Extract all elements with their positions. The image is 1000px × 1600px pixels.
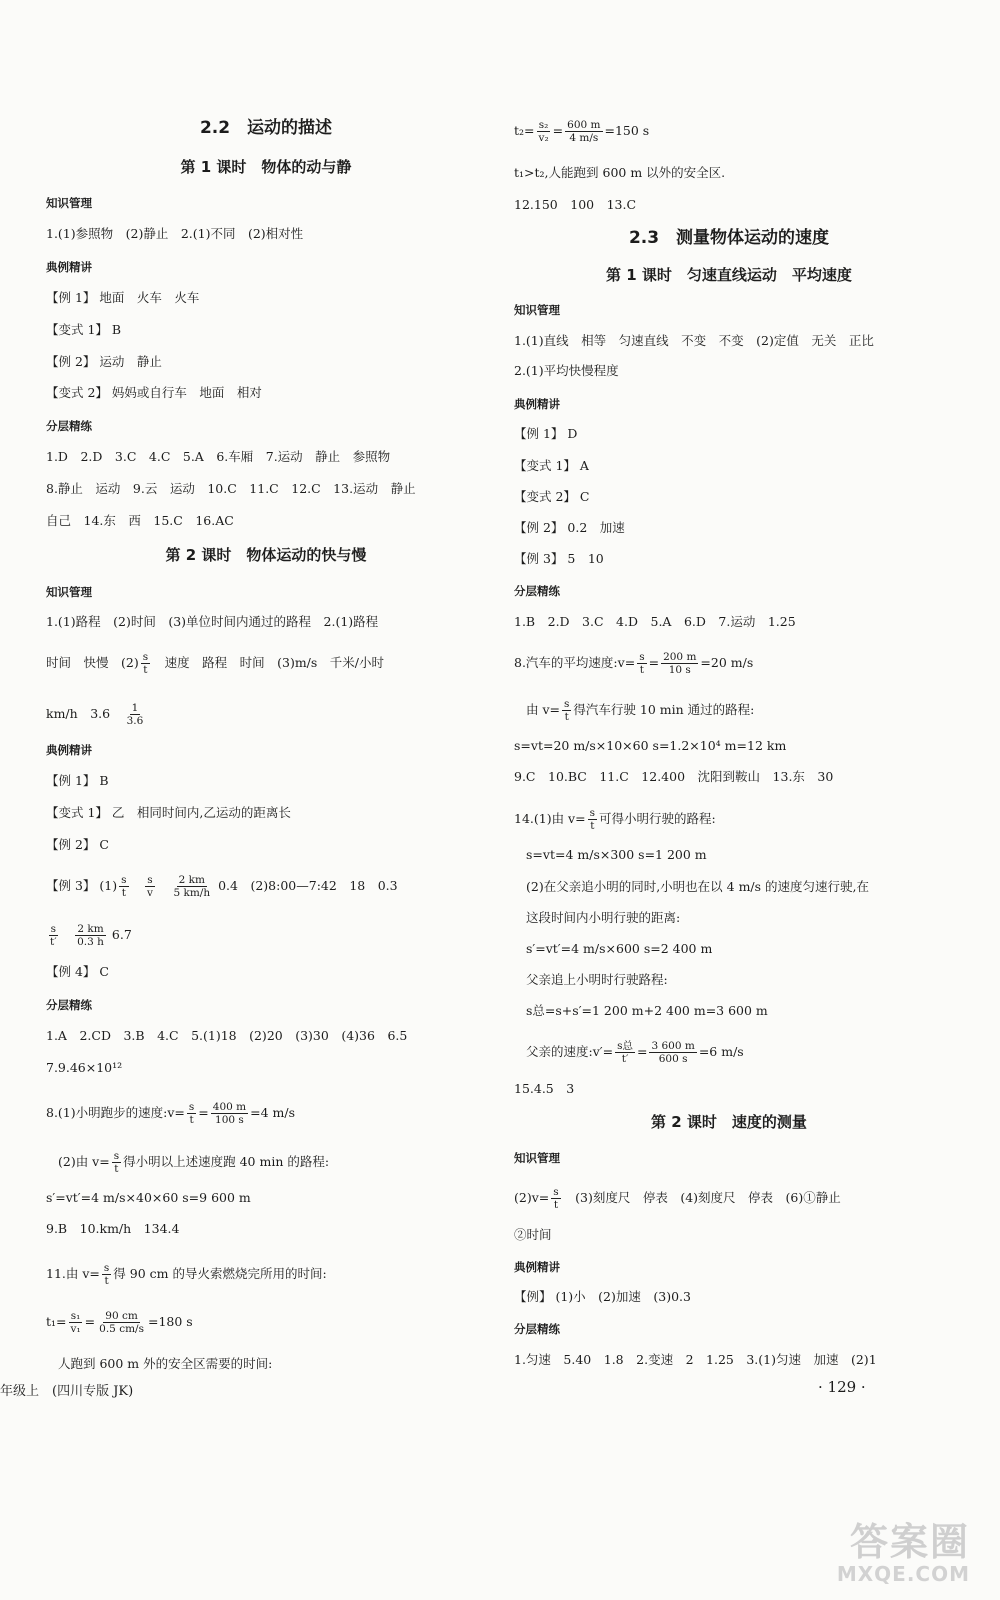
practice-line: 9.C 10.BC 11.C 12.400 沈阳到鞍山 13.东 30 (514, 769, 834, 784)
fraction: $\frac{s}{t}$ (589, 807, 595, 832)
practice-8-2: (2)由 v= $\frac{s}{t}$ 得小明以上述速度跑 40 min 的路程: (58, 1150, 330, 1175)
practice-14-text: (2)在父亲追小明的同时,小明也在以 4 m/s 的速度匀速行驶,在 (526, 879, 870, 894)
fraction: $\frac{\text{s₁}}{\text{v₁}}$ (70, 1310, 81, 1335)
example-3: 【例 3】 (1) $\frac{s}{t}$ $\frac{s}{v}$ $\frac{2 km}{5 km/h}$ 0.4 (2)8:00—7:42 18 0.3 (46, 874, 398, 899)
example-1: 【例 1】 D (514, 426, 578, 441)
knowledge-heading: 知识管理 (514, 303, 560, 317)
example-4: 【例 4】 C (46, 964, 109, 979)
variant-1: 【变式 1】 乙 相同时间内,乙运动的距离长 (46, 805, 291, 820)
variant-2: 【变式 2】 妈妈或自行车 地面 相对 (46, 385, 262, 400)
examples-heading: 典例精讲 (46, 260, 92, 274)
practice-14-calc: s总=s+s′=1 200 m+2 400 m=3 600 m (526, 1003, 768, 1018)
fraction: $\frac{1}{3.6}$ (126, 702, 144, 727)
example-1: 【例 1】 B (46, 773, 109, 788)
lesson-heading-1: 第 1 课时 物体的动与静 (180, 158, 352, 176)
practice-11: 11.由 v= $\frac{s}{t}$ 得 90 cm 的导火索燃烧完所用的时间: (46, 1262, 327, 1287)
practice-11-text: 人跑到 600 m 外的安全区需要的时间: (58, 1356, 273, 1371)
example-2: 【例 2】 运动 静止 (46, 354, 162, 369)
answer-line: 1.(1)参照物 (2)静止 2.(1)不同 (2)相对性 (46, 226, 304, 241)
fraction: $\frac{s}{t}$ (142, 651, 149, 676)
watermark-logo (795, 1522, 970, 1592)
practice-heading: 分层精练 (46, 419, 92, 433)
answer-line: 时间 快慢 (2) $\frac{s}{t}$ 速度 路程 时间 (3)m/s 千米/小时 (46, 651, 385, 676)
answer-line: km/h 3.6 $\frac{1}{3.6}$ (46, 702, 144, 727)
knowledge-heading: 知识管理 (46, 585, 92, 599)
examples-heading: 典例精讲 (46, 743, 92, 757)
practice-heading: 分层精练 (514, 1322, 560, 1336)
practice-8-calc: s′=vt′=4 m/s×40×60 s=9 600 m (46, 1190, 251, 1205)
example-1: 【例】 (1)小 (2)加速 (3)0.3 (514, 1289, 691, 1304)
practice-line: 7.9.46×10¹² (46, 1060, 123, 1075)
lesson-heading-2: 第 2 课时 速度的测量 (651, 1113, 807, 1131)
practice-14-text: 这段时间内小明行驶的距离: (526, 910, 681, 925)
answer-line: (2)v= $\frac{s}{t}$ (3)刻度尺 停表 (4)刻度尺 停表 (6)①静止 (514, 1186, 841, 1211)
practice-11-calc: t₁= $\frac{\text{s₁}}{\text{v₁}}$ = $\frac{90 cm}{0.5 cm/s}$ =180 s (46, 1310, 193, 1335)
fraction: $\frac{2 km}{0.3 h}$ (77, 923, 104, 948)
example-3-cont: $\frac{s}{t'}$ $\frac{2 km}{0.3 h}$ 6.7 (50, 923, 132, 948)
practice-heading: 分层精练 (46, 998, 92, 1012)
practice-8-2: 由 v= $\frac{s}{t}$ 得汽车行驶 10 min 通过的路程: (526, 698, 755, 723)
practice-line: 自己 14.东 西 15.C 16.AC (46, 513, 234, 528)
fraction: $\frac{600 m}{4 m/s}$ (567, 119, 601, 144)
practice-14-text: 父亲追上小明时行驶路程: (526, 972, 668, 987)
knowledge-heading: 知识管理 (514, 1151, 560, 1165)
example-2: 【例 2】 0.2 加速 (514, 520, 625, 535)
practice-line: 15.4.5 3 (514, 1081, 575, 1096)
fraction: $\frac{200 m}{10 s}$ (663, 651, 697, 676)
fraction: $\frac{2 km}{5 km/h}$ (173, 874, 211, 899)
practice-heading: 分层精练 (514, 584, 560, 598)
answer-line: 2.(1)平均快慢程度 (514, 363, 619, 378)
variant-1: 【变式 1】 B (46, 322, 122, 337)
fraction: $\frac{400 m}{100 s}$ (212, 1101, 247, 1126)
fraction: $\frac{s}{t'}$ (50, 923, 57, 948)
section-title-2-3: 2.3 测量物体运动的速度 (628, 228, 830, 248)
lesson-heading-1: 第 1 课时 匀速直线运动 平均速度 (606, 266, 852, 284)
fraction: $\frac{s}{t}$ (121, 874, 127, 899)
practice-11-calc-2: t₂= $\frac{\text{s₂}}{\text{v₂}}$ = $\frac{600 m}{4 m/s}$ =150 s (514, 119, 650, 144)
answer-line: 1.(1)路程 (2)时间 (3)单位时间内通过的路程 2.(1)路程 (46, 614, 379, 629)
fraction: $\frac{s}{t}$ (103, 1262, 110, 1287)
section-title-2-2: 2.2 运动的描述 (199, 118, 333, 138)
fraction: $\frac{\text{s总}}{t'}$ (617, 1040, 633, 1065)
practice-line: 12.150 100 13.C (514, 197, 637, 212)
fraction: $\frac{90 cm}{0.5 cm/s}$ (99, 1310, 144, 1335)
fraction: $\frac{3 600 m}{600 s}$ (651, 1040, 695, 1065)
practice-line: 1.匀速 5.40 1.8 2.变速 2 1.25 3.(1)匀速 加速 (2)1 (514, 1352, 877, 1367)
fraction: $\frac{s}{t}$ (113, 1150, 120, 1175)
practice-14-speed: 父亲的速度:v′= $\frac{\text{s总}}{t'}$ = $\frac{3 600 m}{600 s}$ =6 m/s (526, 1040, 744, 1065)
watermark-url: MXQE.COM (836, 1562, 970, 1586)
variant-2: 【变式 2】 C (514, 489, 590, 504)
practice-line: 1.D 2.D 3.C 4.C 5.A 6.车厢 7.运动 静止 参照物 (46, 449, 391, 464)
examples-heading: 典例精讲 (514, 397, 560, 411)
footer-edition: 年级上 (四川专版 JK) (0, 1384, 134, 1399)
practice-line: 1.A 2.CD 3.B 4.C 5.(1)18 (2)20 (3)30 (4)36 6.5 (46, 1028, 408, 1043)
fraction: $\frac{s}{v}$ (147, 874, 153, 899)
practice-14-calc: s′=vt′=4 m/s×600 s=2 400 m (526, 941, 713, 956)
example-1: 【例 1】 地面 火车 火车 (46, 290, 200, 305)
examples-heading: 典例精讲 (514, 1260, 560, 1274)
answer-line: 1.(1)直线 相等 匀速直线 不变 不变 (2)定值 无关 正比 (514, 333, 874, 348)
practice-line: 8.静止 运动 9.云 运动 10.C 11.C 12.C 13.运动 静止 (46, 481, 416, 496)
practice-11-conclusion: t₁>t₂,人能跑到 600 m 以外的安全区. (514, 165, 726, 180)
answer-line: ②时间 (514, 1227, 552, 1242)
fraction: $\frac{s}{t}$ (639, 651, 645, 676)
knowledge-heading: 知识管理 (46, 196, 92, 210)
practice-14: 14.(1)由 v= $\frac{s}{t}$ 可得小明行驶的路程: (514, 807, 716, 832)
page-number: · 129 · (818, 1378, 866, 1396)
practice-8-calc: s=vt=20 m/s×10×60 s=1.2×10⁴ m=12 km (514, 738, 787, 753)
variant-1: 【变式 1】 A (514, 458, 589, 473)
fraction: $\frac{s}{t}$ (188, 1101, 195, 1126)
practice-14-calc: s=vt=4 m/s×300 s=1 200 m (526, 847, 707, 862)
fraction: $\frac{s}{t}$ (553, 1186, 559, 1211)
example-3: 【例 3】 5 10 (514, 551, 604, 566)
practice-line: 1.B 2.D 3.C 4.D 5.A 6.D 7.运动 1.25 (514, 614, 796, 629)
lesson-heading-2: 第 2 课时 物体运动的快与慢 (165, 546, 367, 564)
fraction: $\frac{s}{t}$ (564, 698, 570, 723)
example-2: 【例 2】 C (46, 837, 109, 852)
practice-8: 8.(1)小明跑步的速度:v= $\frac{s}{t}$ = $\frac{400 m}{100 s}$ =4 m/s (46, 1101, 295, 1126)
watermark-text: 答案圈 (849, 1520, 970, 1564)
practice-8: 8.汽车的平均速度:v= $\frac{s}{t}$ = $\frac{200 m}{10 s}$ =20 m/s (514, 651, 754, 676)
fraction: $\frac{\text{s₂}}{\text{v₂}}$ (538, 119, 549, 144)
practice-line: 9.B 10.km/h 134.4 (46, 1221, 180, 1236)
